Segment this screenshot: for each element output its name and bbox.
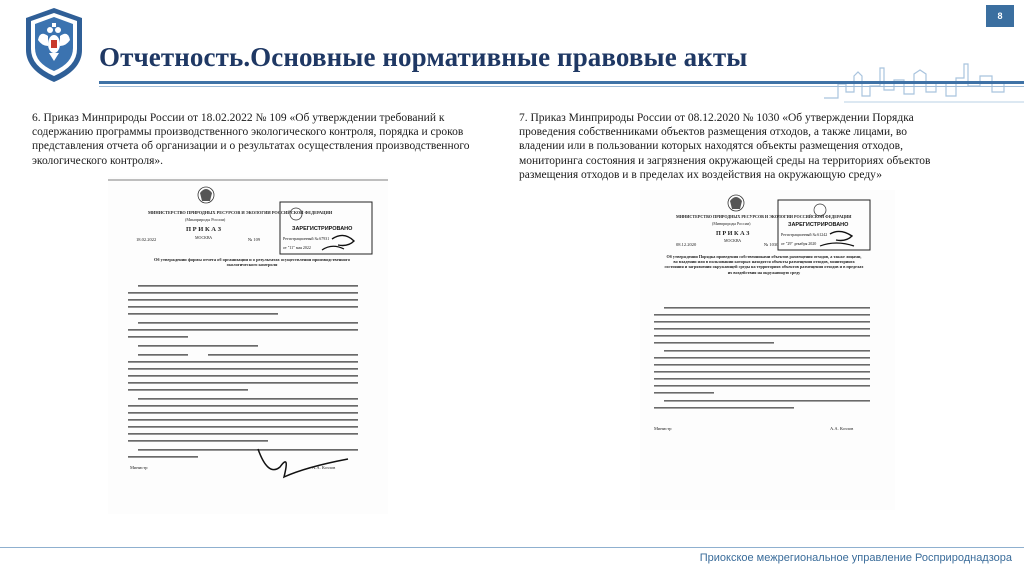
page-title: Отчетность.Основные нормативные правовые акты bbox=[99, 42, 748, 72]
scan-ministry-short: (Минприроды России) bbox=[185, 217, 226, 222]
stamp-date: от "29" декабря 2020 bbox=[781, 241, 817, 246]
document-scan-6 bbox=[108, 177, 388, 514]
scan-ministry: МИНИСТЕРСТВО ПРИРОДНЫХ РЕСУРСОВ И ЭКОЛОГИИ РОССИЙСКОЙ ФЕДЕРАЦИИ bbox=[676, 214, 852, 219]
scan-signer-role: Министр bbox=[130, 465, 148, 470]
title-underline bbox=[99, 81, 1024, 84]
document-scan-7 bbox=[640, 190, 895, 510]
scan-heading: Об утверждении Порядка проведения собственниками объектов размещения отходов, а также лицами, во владении или в пользовании которых находятся объекты размещения отходов, мониторинга состояния и загрязнения окружающей среды на территориях объектов размещения отходов и в пределах их воздействия на окружающую среду bbox=[664, 254, 864, 275]
scan-ministry-short: (Минприроды России) bbox=[712, 221, 751, 226]
scan-number: № 1030 bbox=[764, 242, 779, 247]
scan-signer-name: А.А. Козлов bbox=[312, 465, 336, 470]
scan-city: МОСКВА bbox=[724, 238, 742, 243]
stamp-reg: Регистрационный № 61242 bbox=[781, 232, 828, 237]
scan-city: МОСКВА bbox=[195, 235, 213, 240]
rosprirodnadzor-emblem-icon bbox=[22, 6, 86, 84]
scan-heading: Об утверждении формы отчета об организации и о результатах осуществления производственного экологического контроля bbox=[153, 257, 351, 268]
scan-date: 18.02.2022 bbox=[136, 237, 157, 242]
scan-signer-role: Министр bbox=[654, 426, 672, 431]
stamp-date: от "11" мая 2022 bbox=[283, 245, 311, 250]
footer-organization: Приокское межрегиональное управление Росприроднадзора bbox=[699, 552, 1012, 564]
scan-signer-name: А.А. Козлов bbox=[830, 426, 854, 431]
stamp-title: ЗАРЕГИСТРИРОВАНО bbox=[788, 222, 849, 228]
stamp-title: ЗАРЕГИСТРИРОВАНО bbox=[292, 226, 353, 232]
title-underline-thin bbox=[99, 86, 1024, 87]
scan-doc-type: П Р И К А З bbox=[716, 230, 750, 237]
page-number-badge: 8 bbox=[986, 5, 1014, 27]
footer-divider bbox=[0, 547, 1024, 548]
stamp-reg: Регистрационный № 67931 bbox=[283, 236, 330, 241]
scan-number: № 109 bbox=[248, 237, 261, 242]
scan-ministry: МИНИСТЕРСТВО ПРИРОДНЫХ РЕСУРСОВ И ЭКОЛОГИИ РОССИЙСКОЙ ФЕДЕРАЦИИ bbox=[148, 210, 333, 215]
scan-doc-type: П Р И К А З bbox=[186, 226, 222, 233]
scan-date: 08.12.2020 bbox=[676, 242, 697, 247]
document-caption-6: 6. Приказ Минприроды России от 18.02.2022 № 109 «Об утверждении требований к содержанию программы производственного экологического контроля, порядка и сроков представления отчета об организации и о результатах осуществления производственного экологического контроля». bbox=[32, 112, 470, 167]
document-caption-7: 7. Приказ Минприроды России от 08.12.2020 № 1030 «Об утверждении Порядка проведения собственниками объектов размещения отходов, а также лицами, во владении или в пользовании которых находятся объекты размещения отходов, мониторинга состояния и загрязнения окружающей среды на территориях объектов размещения отходов и в пределах их воздействия на окружающую среду» bbox=[519, 112, 931, 181]
